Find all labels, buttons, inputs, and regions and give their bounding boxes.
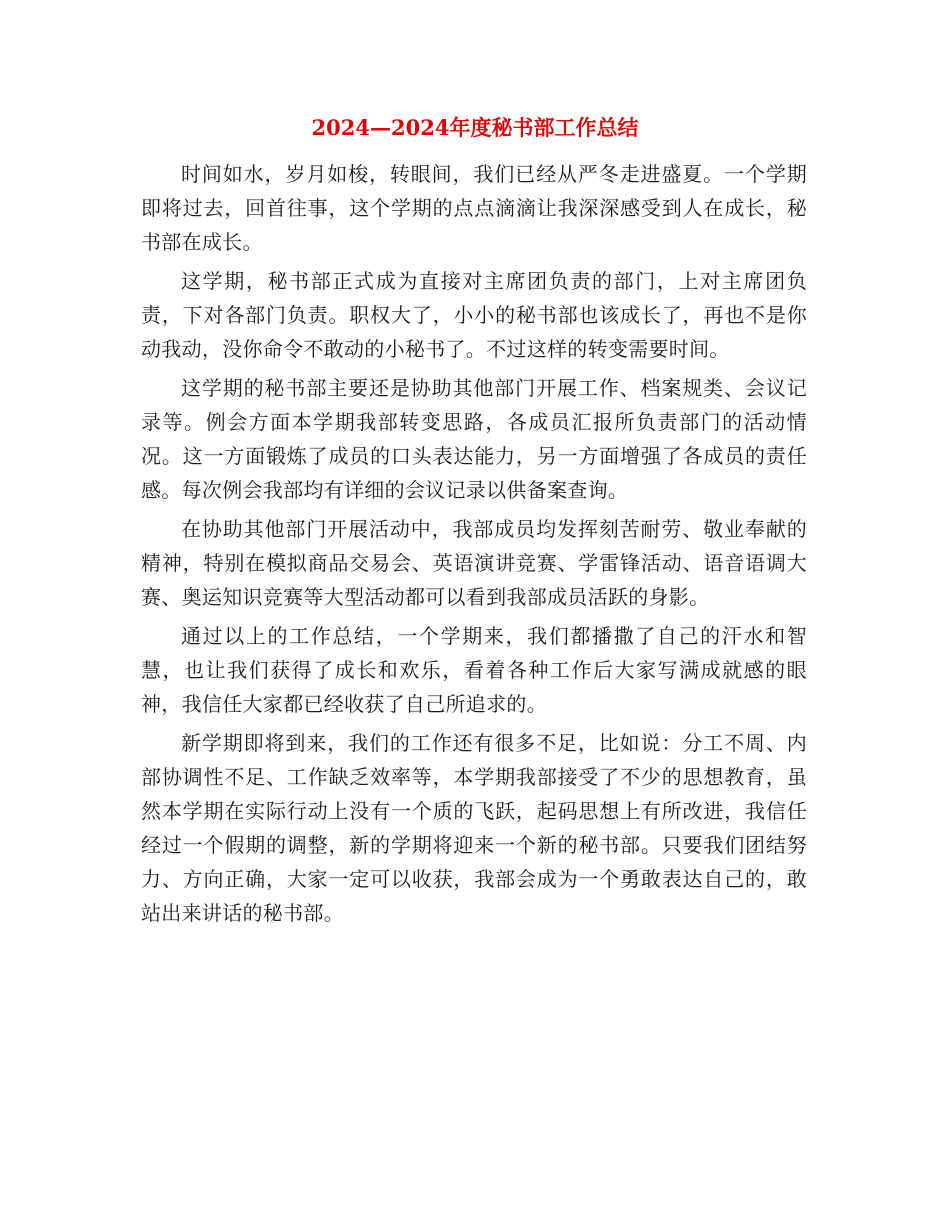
- paragraph-4: 在协助其他部门开展活动中，我部成员均发挥刻苦耐劳、敬业奉献的精神，特别在模拟商品交易会、英语演讲竞赛、学雷锋活动、语音语调大赛、奥运知识竞赛等大型活动都可以看到我部成员活跃的身影。: [141, 517, 807, 609]
- paragraph-3: 这学期的秘书部主要还是协助其他部门开展工作、档案规类、会议记录等。例会方面本学期我部转变思路，各成员汇报所负责部门的活动情况。这一方面锻炼了成员的口头表达能力，另一方面增强了各成员的责任感。每次例会我部均有详细的会议记录以供备案查询。: [141, 376, 807, 502]
- paragraph-2: 这学期，秘书部正式成为直接对主席团负责的部门，上对主席团负责，下对各部门负责。职权大了，小小的秘书部也该成长了，再也不是你动我动，没你命令不敢动的小秘书了。不过这样的转变需要时间。: [141, 269, 807, 361]
- paragraph-5: 通过以上的工作总结，一个学期来，我们都播撒了自己的汗水和智慧，也让我们获得了成长和欢乐，看着各种工作后大家写满成就感的眼神，我信任大家都已经收获了自己所追求的。: [141, 624, 807, 716]
- paragraph-1: 时间如水，岁月如梭，转眼间，我们已经从严冬走进盛夏。一个学期即将过去，回首往事，这个学期的点点滴滴让我深深感受到人在成长，秘书部在成长。: [141, 162, 807, 254]
- document-body: [141, 157, 807, 935]
- paragraph-6: 新学期即将到来，我们的工作还有很多不足，比如说：分工不周、内部协调性不足、工作缺乏效率等，本学期我部接受了不少的思想教育，虽然本学期在实际行动上没有一个质的飞跃，起码思想上有所改进，我信任经过一个假期的调整，新的学期将迎来一个新的秘书部。只要我们团结努力、方向正确，大家一定可以收获，我部会成为一个勇敢表达自己的，敢站出来讲话的秘书部。: [141, 731, 807, 925]
- document-title: 2024—2024年度秘书部工作总结: [311, 115, 639, 140]
